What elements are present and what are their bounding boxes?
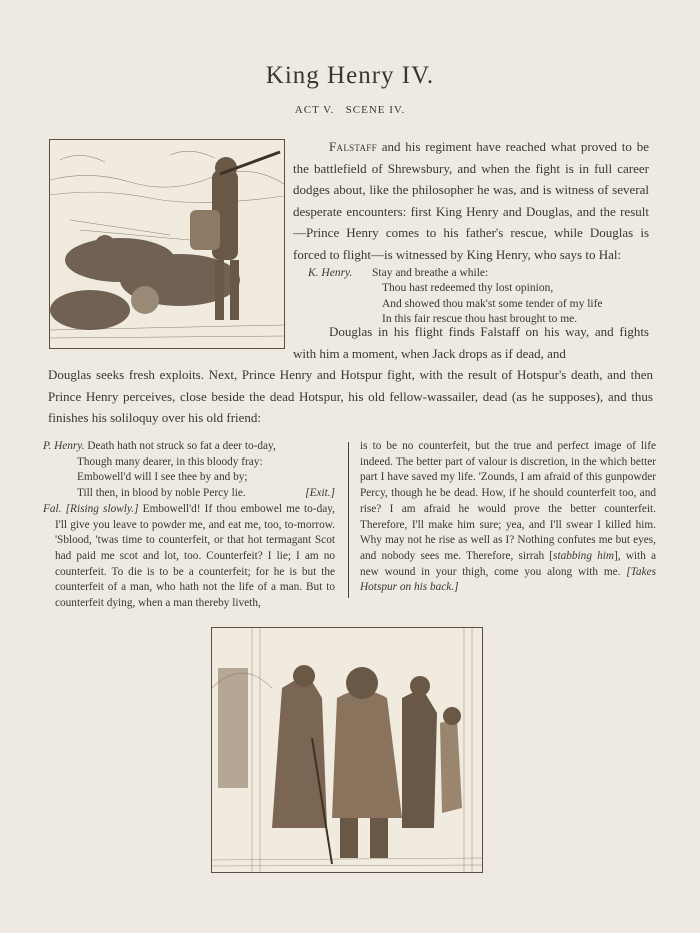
falstaff-group-engraving <box>211 627 483 873</box>
falstaff-speech-continued: is to be no counterfeit, but the true and perfect image of life indeed. The better part of valour is discretion, in the which better part I have saved my life. 'Zounds, I am afraid of this gunpowder Percy, though he be dead. How, if he should counterfeit too, and rise? I am afraid he would prove the better counterfeit. Therefore, I'll make him sure; yea, and I'll swear I killed him. Why may not he rise as well as I? Nothing confutes me but eyes, and nobody sees me. Therefore, sirrah [ <box>360 440 656 562</box>
battlefield-engraving <box>49 139 285 349</box>
narrative-paragraph-start: Douglas in his flight finds Falstaff on his way, and fights with him a moment, when Jack drops as if dead, and <box>293 324 649 361</box>
speaker-p-henry: P. Henry. <box>43 440 85 452</box>
dialogue-line: Though many dearer, in this bloody fray: <box>77 455 263 468</box>
column-divider <box>348 442 349 598</box>
dialogue-left-column <box>43 439 335 612</box>
intro-lead-name: Falstaff <box>329 139 377 154</box>
quote-line: Thou hast redeemed thy lost opinion, <box>382 282 554 295</box>
quote-line: And showed thou mak'st some tender of my life <box>382 297 603 310</box>
falstaff-speech-end: ], with a new wound in your thigh, come you along with me. <box>360 549 656 578</box>
dialogue-line: Till then, in blood by noble Percy lie. <box>77 487 246 500</box>
intro-paragraph <box>293 136 649 265</box>
page-title: King Henry IV. <box>265 62 435 89</box>
quote-speaker: K. Henry. <box>308 267 353 279</box>
king-henry-quote <box>308 266 653 327</box>
dialogue-line: Death hath not struck so fat a deer to-day, <box>87 440 276 452</box>
falstaff-speech: Embowell'd! If thou embowel me to-day, I'll give you leave to powder me, and eat me, too, to-morrow. 'Sblood, 'twas time to counterfeit, or that hot termagant Scot had paid me scot and lot, too. Counterfeit? I lie; I am no counterfeit. To die is to be a counterfeit; for he is but the counterfeit of a man, who hath not the life of a man. But to counterfeit dying, when a man thereby liveth, <box>55 502 335 610</box>
stage-direction-inline: stabbing him <box>553 549 615 562</box>
speaker-falstaff: Fal. <box>43 502 62 515</box>
intro-paragraph-text: and his regiment have reached what proved to be the battlefield of Shrewsbury, and when the fight is in full career dodges about, like the philosopher he was, and is witness of several desperate encounters: first King Henry and Douglas, and the result—Prince Henry comes to his father's rescue, while Douglas is forced to flight—is witnessed by King Henry, who says to Hal: <box>293 139 649 262</box>
act-scene-heading: ACT V. SCENE IV. <box>294 104 406 116</box>
dialogue-right-column <box>360 439 656 596</box>
stage-direction: [Rising slowly.] <box>65 502 139 515</box>
quote-line: Stay and breathe a while: <box>372 267 489 279</box>
stage-direction-exit: [Exit.] <box>305 487 335 500</box>
stage-direction-final: [Takes Hotspur on his back.] <box>360 565 656 594</box>
quote-line: In this fair rescue thou hast brought to me. <box>382 312 578 325</box>
dialogue-line: Embowell'd will I see thee by and by; <box>77 471 248 484</box>
narrative-paragraph-continued: Douglas seeks fresh exploits. Next, Prince Henry and Hotspur fight, with the result of Hotspur's death, and then Prince Henry perceives, close beside the dead Hotspur, his old fellow-wassailer, dead (as he supposes), and thus finishes his soliloquy over his old friend: <box>48 367 653 425</box>
